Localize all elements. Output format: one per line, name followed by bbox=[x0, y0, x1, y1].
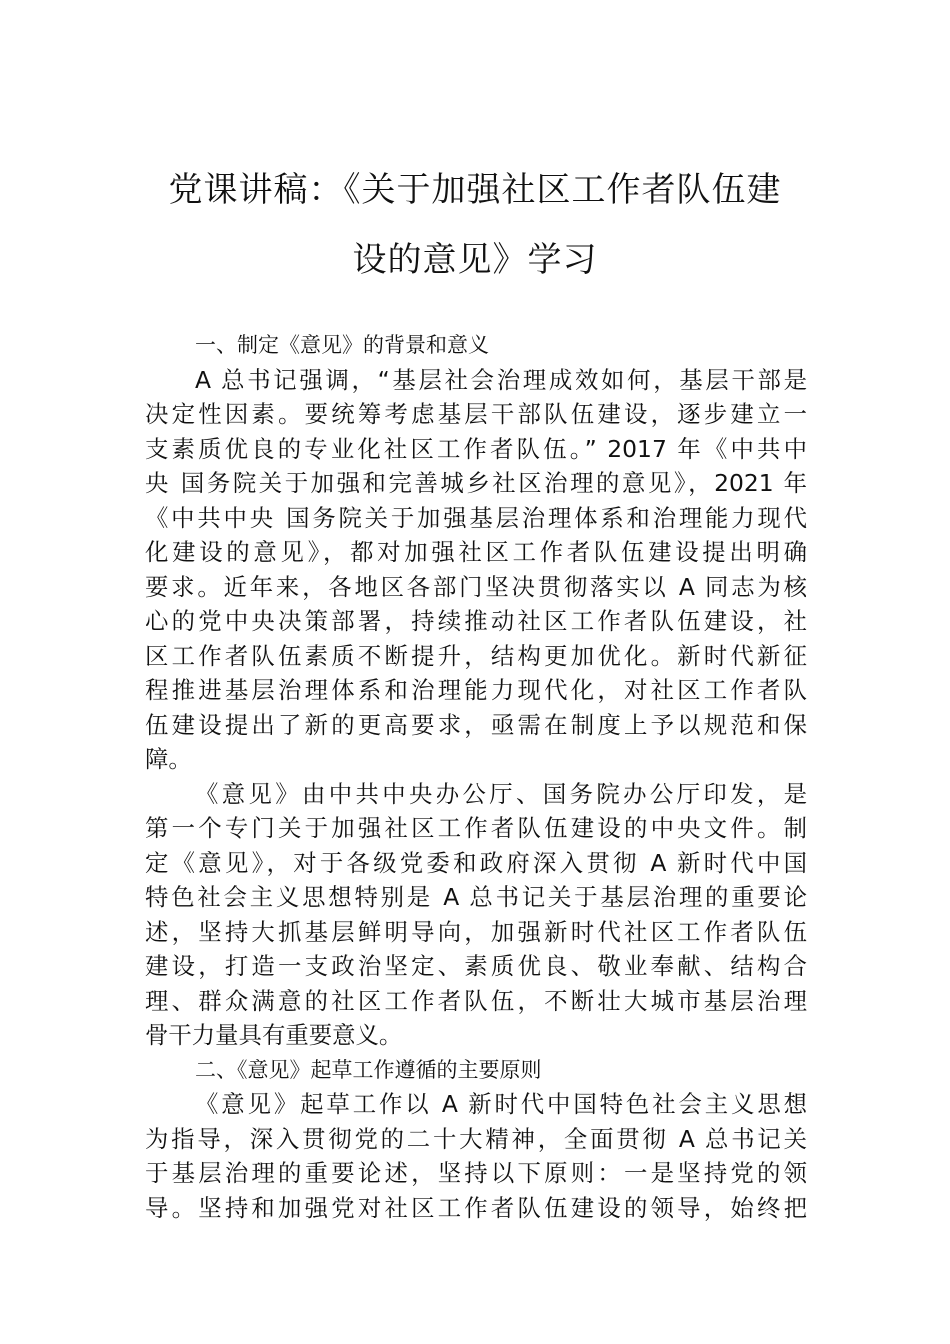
paragraph-line: 决定性因素。要统筹考虑基层干部队伍建设，逐步建立一 bbox=[145, 400, 807, 428]
paragraph-line: 建设，打造一支政治坚定、素质优良、敬业奉献、结构合 bbox=[145, 952, 807, 980]
paragraph-line: 支素质优良的专业化社区工作者队伍。” 2017 年《中共中 bbox=[145, 434, 807, 463]
paragraph-line: 伍建设提出了新的更高要求，亟需在制度上予以规范和保 bbox=[145, 710, 807, 739]
paragraph-line: A 总书记强调，“基层社会治理成效如何，基层干部是 bbox=[195, 365, 807, 394]
paragraph-line: 特色社会主义思想特别是 A 总书记关于基层治理的重要论 bbox=[145, 883, 807, 911]
paragraph-line: 第一个专门关于加强社区工作者队伍建设的中央文件。制 bbox=[145, 814, 807, 842]
paragraph-line: 述，坚持大抓基层鲜明导向，加强新时代社区工作者队伍 bbox=[145, 917, 807, 946]
section-heading-2: 二、《意见》起草工作遵循的主要原则 bbox=[195, 1057, 542, 1082]
paragraph-line: 央 国务院关于加强和完善城乡社区治理的意见》，2021 年 bbox=[145, 469, 807, 497]
document-title bbox=[145, 155, 805, 295]
title-line-1: 党课讲稿：《关于加强社区工作者队伍建 bbox=[168, 170, 782, 210]
paragraph-line: 要求。近年来，各地区各部门坚决贯彻落实以 A 同志为核 bbox=[145, 572, 807, 601]
paragraph-line: 《意见》由中共中央办公厅、国务院办公厅印发，是 bbox=[195, 779, 807, 808]
paragraph-line: 《意见》起草工作以 A 新时代中国特色社会主义思想 bbox=[195, 1090, 807, 1118]
paragraph-line: 《中共中央 国务院关于加强基层治理体系和治理能力现代 bbox=[145, 503, 807, 532]
document-body bbox=[145, 328, 807, 1225]
title-line-2: 设的意见》学习 bbox=[352, 240, 598, 280]
paragraph-line: 区工作者队伍素质不断提升，结构更加优化。新时代新征 bbox=[145, 641, 807, 670]
paragraph-line: 理、群众满意的社区工作者队伍，不断壮大城市基层治理 bbox=[145, 986, 807, 1015]
paragraph-line: 定《意见》，对于各级党委和政府深入贯彻 A 新时代中国 bbox=[145, 848, 807, 877]
paragraph-line: 化建设的意见》，都对加强社区工作者队伍建设提出明确 bbox=[145, 538, 807, 566]
paragraph-line: 骨干力量具有重要意义。 bbox=[145, 1021, 403, 1049]
section-heading-1: 一、制定《意见》的背景和意义 bbox=[195, 333, 489, 357]
paragraph-line: 心的党中央决策部署，持续推动社区工作者队伍建设，社 bbox=[145, 607, 807, 635]
paragraph-line: 导。坚持和加强党对社区工作者队伍建设的领导，始终把 bbox=[145, 1193, 807, 1222]
paragraph-line: 于基层治理的重要论述，坚持以下原则：一是坚持党的领 bbox=[145, 1159, 807, 1187]
paragraph-line: 程推进基层治理体系和治理能力现代化，对社区工作者队 bbox=[145, 676, 807, 704]
paragraph-line: 障。 bbox=[145, 745, 192, 773]
paragraph-line: 为指导，深入贯彻党的二十大精神，全面贯彻 A 总书记关 bbox=[145, 1124, 807, 1153]
